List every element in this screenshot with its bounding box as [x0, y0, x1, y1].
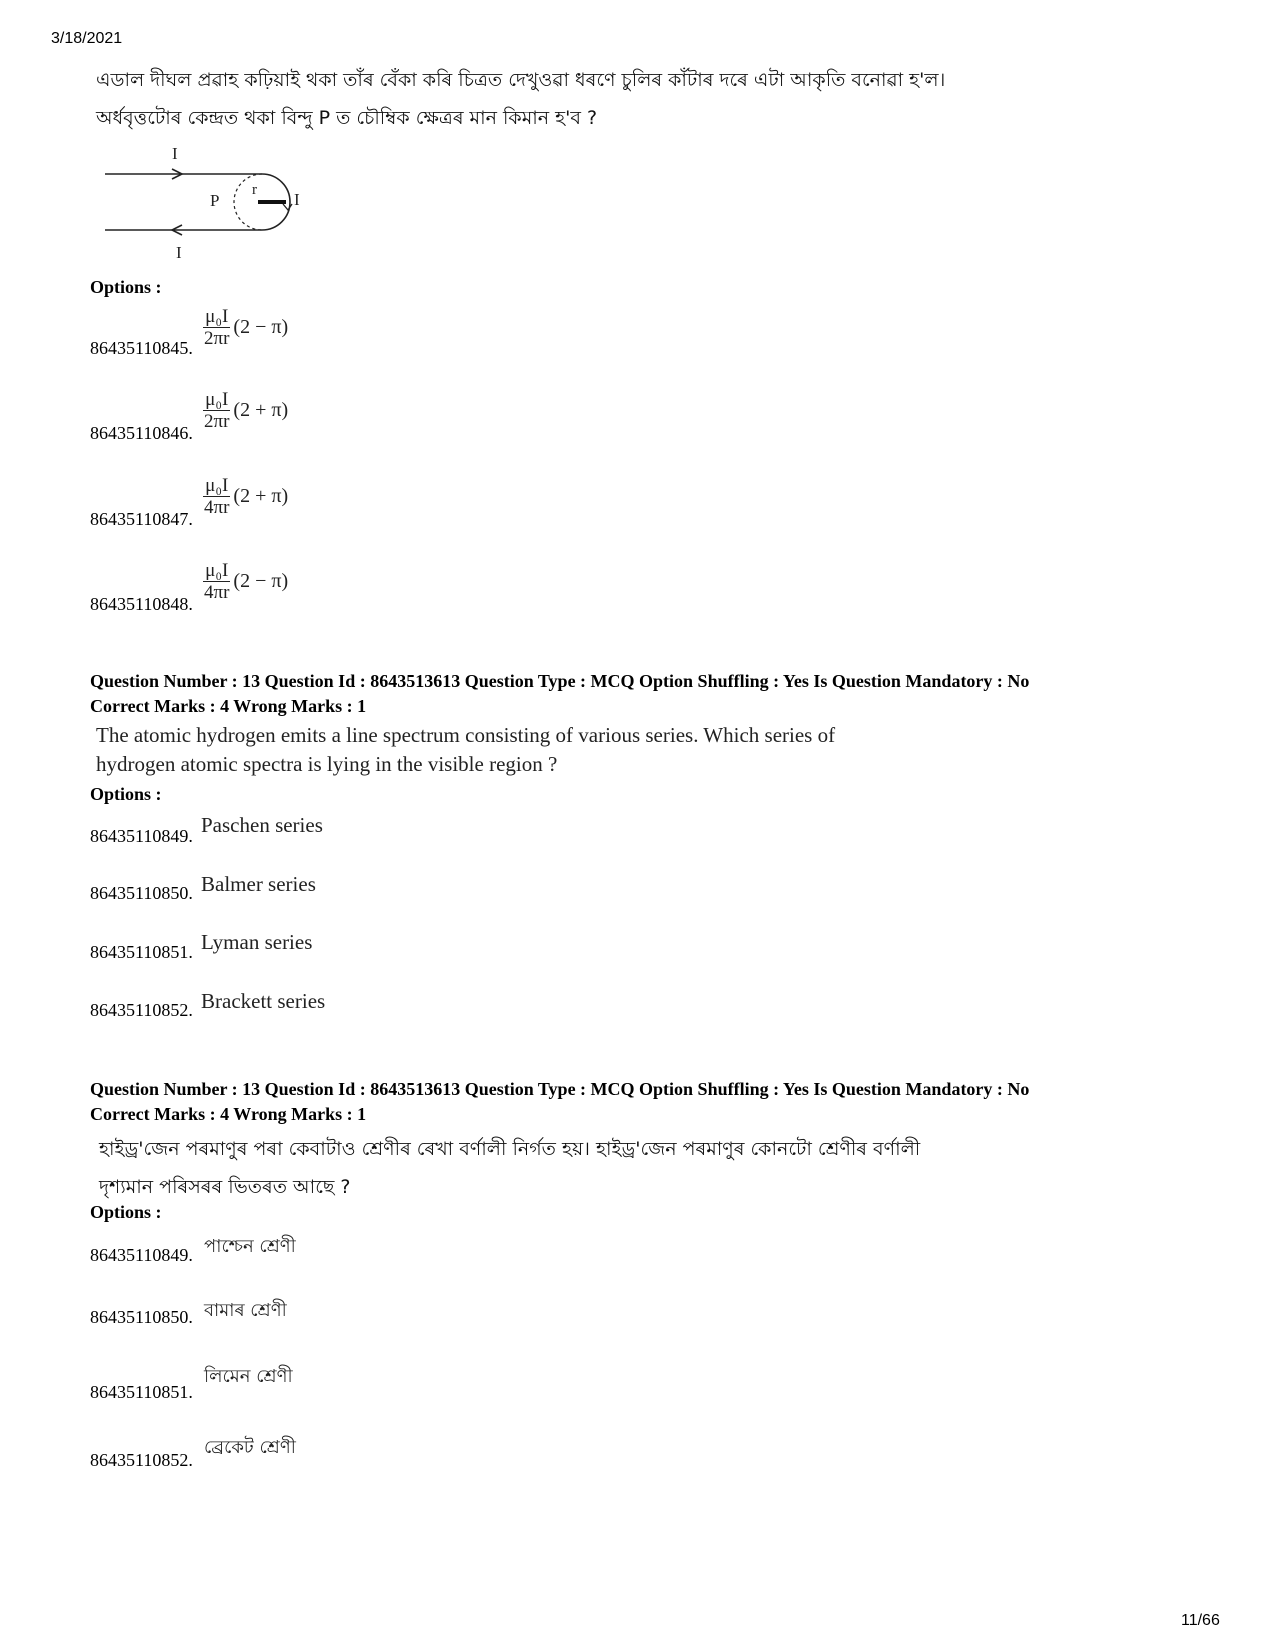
- q13-as-option-id: 86435110850.: [90, 1307, 193, 1327]
- q13-en-option-text[interactable]: Balmer series: [201, 872, 316, 896]
- formula-numerator: μ₀I: [205, 306, 229, 327]
- q12-text-line2: অৰ্ধবৃত্তটোৰ কেন্দ্ৰত থকা বিন্দু P ত চৌম্বিক ক্ষেত্ৰৰ মান কিমান হ'ব ?: [96, 107, 598, 129]
- page-number: 11/66: [1181, 1612, 1220, 1629]
- q13-as-header-line1: Question Number : 13 Question Id : 8643513613 Question Type : MCQ Option Shuffling : Yes Is Question Mandatory : No: [90, 1079, 1030, 1099]
- q12-options-label: Options :: [90, 277, 162, 297]
- q12-option-id: 86435110845.: [90, 338, 193, 358]
- formula-denominator: 4πr: [204, 497, 230, 518]
- q12-option-id: 86435110846.: [90, 423, 193, 443]
- hairpin-wire-figure: [100, 142, 320, 267]
- q13-as-options-label: Options :: [90, 1202, 162, 1222]
- q13-en-text-line2: hydrogen atomic spectra is lying in the visible region ?: [96, 752, 558, 776]
- formula-factor: (2 − π): [233, 570, 289, 592]
- formula-factor: (2 + π): [233, 399, 289, 421]
- q13-en-option-id: 86435110849.: [90, 826, 193, 846]
- q13-en-option-id: 86435110850.: [90, 883, 193, 903]
- q13-as-option-id: 86435110851.: [90, 1382, 193, 1402]
- q13-as-option-text[interactable]: পাশ্চেন শ্ৰেণী: [204, 1236, 296, 1257]
- q13-en-header-line2: Correct Marks : 4 Wrong Marks : 1: [90, 696, 367, 716]
- q13-as-option-id: 86435110852.: [90, 1450, 193, 1470]
- q12-option-formula[interactable]: [202, 475, 288, 518]
- q13-en-options-label: Options :: [90, 784, 162, 804]
- q13-en-option-text[interactable]: Paschen series: [201, 813, 323, 837]
- q12-text-line1: এডাল দীঘল প্ৰৱাহ কঢ়িয়াই থকা তাঁৰ বেঁকা কৰি চিত্ৰত দেখুওৱা ধৰণে চুলিৰ কাঁটাৰ দৰে এটা আকৃতি বনোৱা হ'ল।: [96, 69, 946, 91]
- q13-as-option-text[interactable]: লিমেন শ্ৰেণী: [204, 1366, 293, 1387]
- q13-en-option-text[interactable]: Brackett series: [201, 989, 326, 1013]
- q13-as-text-line2: দৃশ্যমান পৰিসৰৰ ভিতৰত আছে ?: [99, 1176, 351, 1198]
- q13-en-option-id: 86435110852.: [90, 1000, 193, 1020]
- q13-as-option-text[interactable]: বামাৰ শ্ৰেণী: [204, 1300, 287, 1321]
- formula-numerator: μ₀I: [205, 560, 229, 581]
- q13-en-option-id: 86435110851.: [90, 942, 193, 962]
- q12-option-formula[interactable]: [202, 306, 288, 349]
- q13-en-option-text[interactable]: Lyman series: [201, 930, 313, 954]
- formula-numerator: μ₀I: [205, 475, 229, 496]
- q12-option-id: 86435110848.: [90, 594, 193, 614]
- formula-factor: (2 + π): [233, 485, 289, 507]
- q12-option-id: 86435110847.: [90, 509, 193, 529]
- formula-denominator: 4πr: [204, 582, 230, 603]
- q13-en-header-line1: Question Number : 13 Question Id : 8643513613 Question Type : MCQ Option Shuffling : Yes Is Question Mandatory : No: [90, 671, 1030, 691]
- point-p-label: P: [210, 191, 220, 210]
- q12-option-formula[interactable]: [202, 389, 288, 432]
- q13-en-text-line1: The atomic hydrogen emits a line spectrum consisting of various series. Which series of: [96, 723, 836, 747]
- formula-factor: (2 − π): [233, 316, 289, 338]
- q13-as-option-text[interactable]: ব্ৰেকেট শ্ৰেণী: [204, 1437, 296, 1458]
- arc-current-label: I: [294, 190, 300, 209]
- formula-numerator: μ₀I: [205, 389, 229, 410]
- radius-label: r: [252, 182, 257, 198]
- formula-denominator: 2πr: [204, 411, 230, 432]
- q13-as-option-id: 86435110849.: [90, 1245, 193, 1265]
- q12-option-formula[interactable]: [202, 560, 288, 603]
- bottom-current-label: I: [176, 243, 182, 262]
- q13-as-header-line2: Correct Marks : 4 Wrong Marks : 1: [90, 1104, 367, 1124]
- print-date: 3/18/2021: [51, 30, 123, 47]
- formula-denominator: 2πr: [204, 328, 230, 349]
- q13-as-text-line1: হাইড্ৰ'জেন পৰমাণুৰ পৰা কেবাটাও শ্ৰেণীৰ ৰেখা বৰ্ণালী নিৰ্গত হয়। হাইড্ৰ'জেন পৰমাণুৰ কোনটো শ্ৰেণীৰ বৰ্ণালী: [99, 1138, 921, 1160]
- top-current-label: I: [172, 144, 178, 163]
